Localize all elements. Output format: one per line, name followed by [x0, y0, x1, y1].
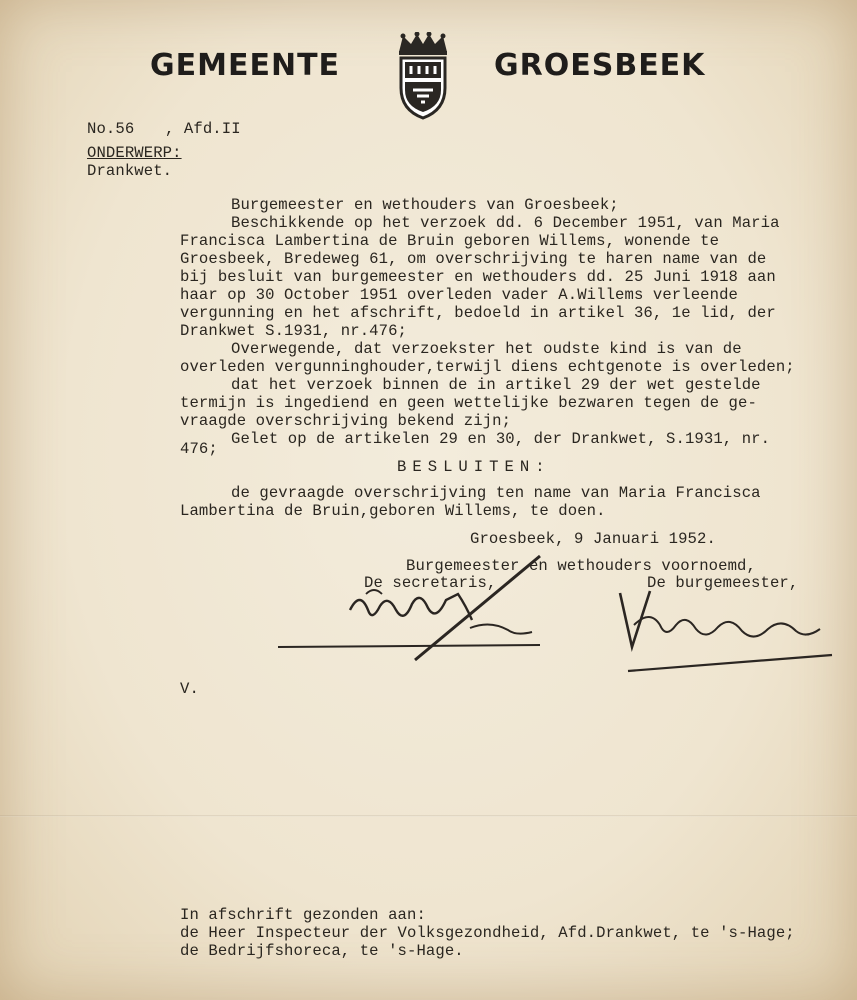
reference-number: No.56 [87, 120, 135, 138]
copy-recipient: de Heer Inspecteur der Volksgezondheid, Afd.Drankwet, te 's-Hage; [180, 924, 795, 942]
body-line: overleden vergunninghouder,terwijl diens echtgenote is overleden; [180, 358, 795, 376]
letterhead-municipality: GEMEENTE [150, 48, 341, 83]
initial-mark: V. [180, 680, 199, 698]
closing-line: Burgemeester en wethouders voornoemd, [406, 557, 756, 575]
body-line: haar op 30 October 1951 overleden vader A.Willems verleende [180, 286, 739, 304]
mayor-signature [610, 585, 840, 680]
secretary-signature [270, 550, 555, 670]
municipal-coat-of-arms-icon [393, 32, 453, 120]
body-line: termijn is ingediend en geen wettelijke bezwaren tegen de ge- [180, 394, 757, 412]
body-line: Gelet op de artikelen 29 en 30, der Drankwet, S.1931, nr. [231, 430, 771, 448]
body-line: 476; [180, 440, 218, 458]
copy-heading: In afschrift gezonden aan: [180, 906, 426, 924]
secretary-title: De secretaris, [364, 574, 497, 592]
paper-fold-line [0, 815, 857, 817]
body-line: bij besluit van burgemeester en wethouders dd. 25 Juni 1918 aan [180, 268, 776, 286]
place-date: Groesbeek, 9 Januari 1952. [470, 530, 716, 548]
decision-line: Lambertina de Bruin,geboren Willems, te doen. [180, 502, 606, 520]
body-line: Overwegende, dat verzoekster het oudste kind is van de [231, 340, 742, 358]
body-line: Francisca Lambertina de Bruin geboren Willems, wonende te [180, 232, 720, 250]
letterhead-town: GROESBEEK [494, 48, 706, 83]
body-line: Groesbeek, Bredeweg 61, om overschrijving te haren name van de [180, 250, 767, 268]
decision-heading: BESLUITEN: [397, 458, 551, 476]
subject-label: ONDERWERP: [87, 144, 182, 162]
body-line: Drankwet S.1931, nr.476; [180, 322, 407, 340]
decision-line: de gevraagde overschrijving ten name van Maria Francisca [231, 484, 761, 502]
body-line: vraagde overschrijving bekend zijn; [180, 412, 512, 430]
body-line: Burgemeester en wethouders van Groesbeek; [231, 196, 619, 214]
body-line: vergunning en het afschrift, bedoeld in artikel 36, 1e lid, der [180, 304, 776, 322]
body-line: dat het verzoek binnen de in artikel 29 der wet gestelde [231, 376, 761, 394]
department: , Afd.II [165, 120, 241, 138]
subject: Drankwet. [87, 162, 173, 180]
mayor-title: De burgemeester, [647, 574, 799, 592]
copy-recipient: de Bedrijfshoreca, te 's-Hage. [180, 942, 464, 960]
body-line: Beschikkende op het verzoek dd. 6 December 1951, van Maria [231, 214, 780, 232]
